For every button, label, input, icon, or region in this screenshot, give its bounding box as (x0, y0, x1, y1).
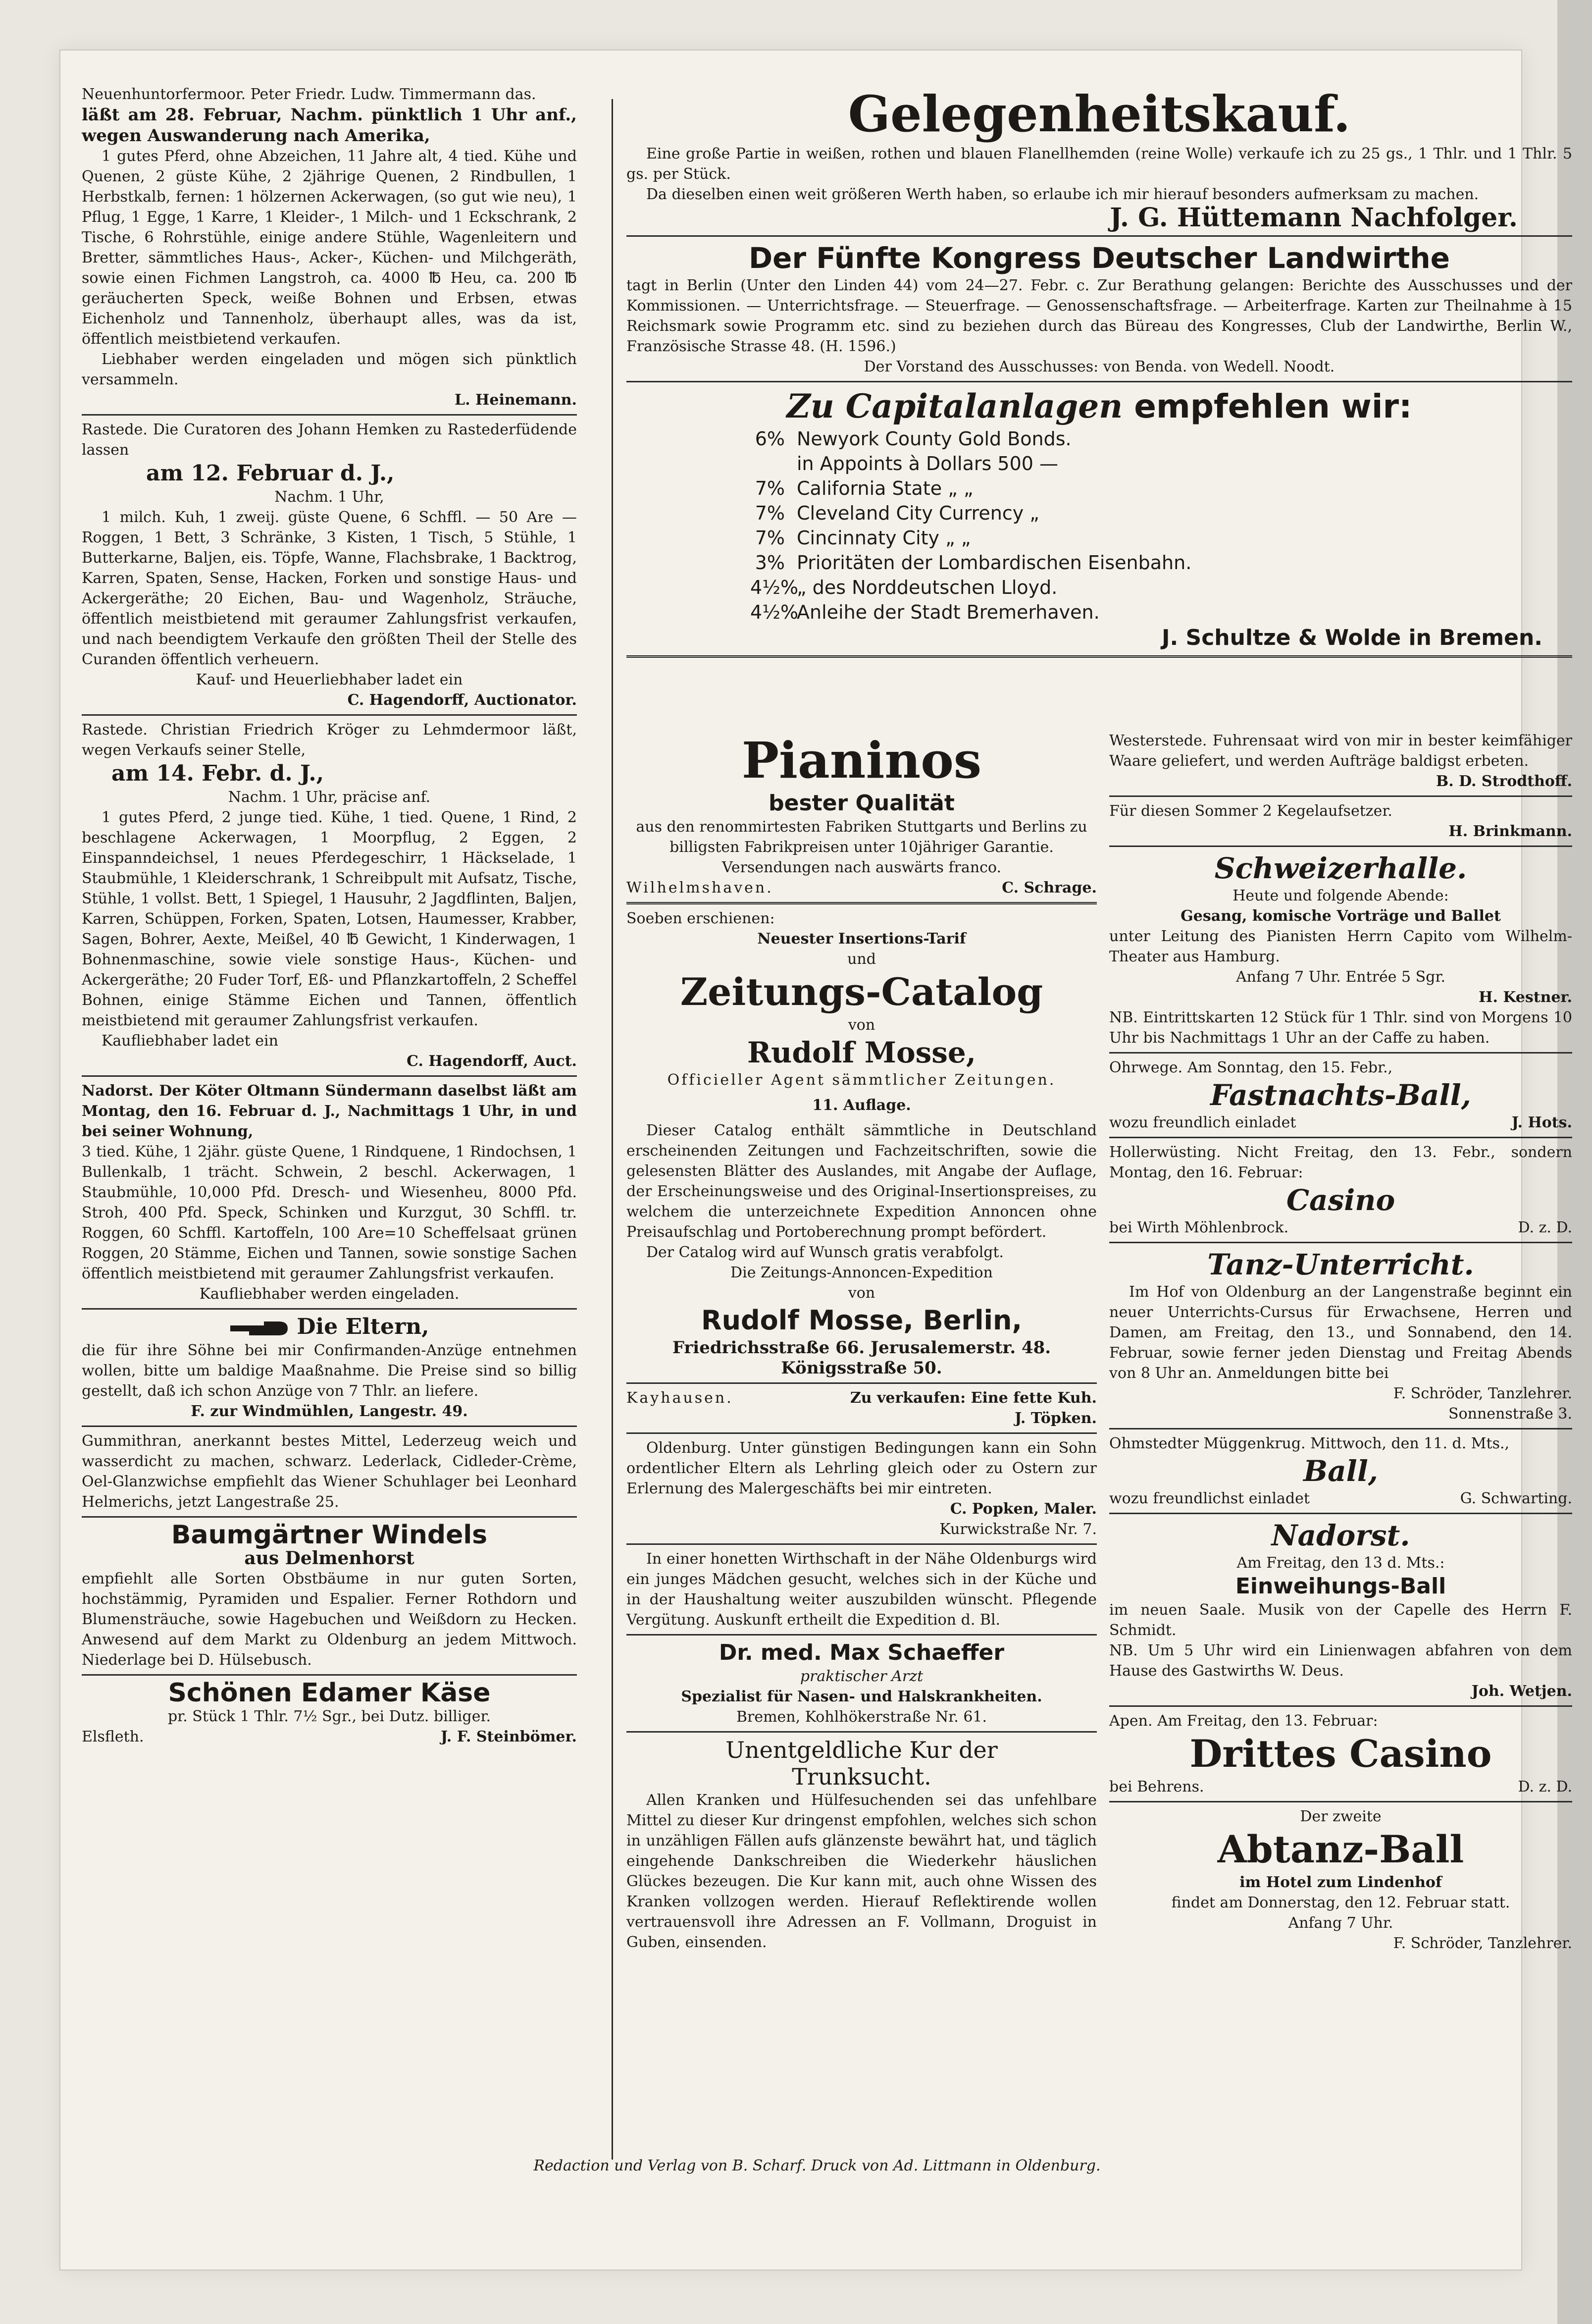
divider (1109, 845, 1572, 847)
divider (626, 655, 1572, 658)
ad-title: Pianinos (741, 731, 982, 790)
ad-kayhausen (626, 1388, 1097, 1428)
ad-invite: Kauf- und Heuerliebhaber ladet ein (196, 671, 463, 688)
ad-head: Ohrwege. Am Sonntag, den 15. Febr., (1109, 1059, 1393, 1076)
ad-signature: H. Brinkmann. (1448, 823, 1572, 840)
divider (82, 414, 577, 416)
ad-signature: J. G. Hüttemann Nachfolger. (1110, 203, 1518, 233)
ad-title-2: Trunksucht. (792, 1763, 931, 1790)
ad-title: Die Eltern, (297, 1314, 429, 1339)
offer-text: Newyork County Gold Bonds. (797, 428, 1072, 450)
ad-capitalanlagen (626, 386, 1572, 651)
ad-big: Rudolf Mosse, Berlin, (701, 1305, 1023, 1336)
ad-signature: F. zur Windmühlen, Langestr. 49. (191, 1403, 468, 1420)
ad-place: Kayhausen. (626, 1389, 733, 1407)
offer-text: Anleihe der Stadt Bremerhaven. (797, 601, 1100, 623)
divider (1109, 1705, 1572, 1707)
ad-von-2: von (848, 1284, 875, 1302)
ad-title: Tanz-Unterricht. (1207, 1248, 1474, 1281)
ad-trunksucht (626, 1737, 1097, 1953)
ad-signature: Joh. Wetjen. (1471, 1683, 1572, 1700)
ad-signature: F. Schröder, Tanzlehrer. (1393, 1385, 1572, 1402)
ad-die-eltern (82, 1314, 577, 1422)
divider (1109, 795, 1572, 797)
top-span (626, 84, 1572, 662)
offer-row (750, 575, 1572, 600)
ad-place: Elsfleth. (82, 1728, 144, 1745)
ad-signature: J. Hots. (1511, 1114, 1572, 1131)
ad-body: Allen Kranken und Hülfesuchenden sei das unfehlbare Mittel zu dieser Kur dringenst empfohlen, welches sich schon in unzähligen Fällen aufs glänzenste bewährt hat, und täglich eingehende Dankschreiben die Wiederkehr häuslichen Glückes bezeugen. Die Kur kann mit, auch ohne Wissen des Kranken vollzogen werden. Hierauf Reflektirende wollen vertrauensvoll ihre Adressen an F. Vollmann, Droguist in Guben, einsenden. (626, 1792, 1097, 1951)
divider (82, 714, 577, 716)
ad-place: Wilhelmshaven. (626, 879, 773, 897)
ad-nb: NB. Eintrittskarten 12 Stück für 1 Thlr. sind von Morgens 10 Uhr bis Nachmittags 1 Uhr an der Caffe zu haben. (1109, 1009, 1572, 1047)
divider (626, 1731, 1097, 1733)
ad-signature: C. Schrage. (1002, 879, 1097, 897)
ad-signature: F. Schröder, Tanzlehrer. (1393, 1935, 1572, 1952)
ad-body: Im Hof von Oldenburg an der Langenstraße beginnt ein neuer Unterrichts-Cursus für Erwachsene, Herren und Damen, am Freitag, den 13., und Sonnabend, den 14. Februar, sowie ferner jeden Dienstag und Freitag Abends von 8 Uhr an. Anmeldungen bitte bei (1109, 1283, 1572, 1382)
divider (82, 1426, 577, 1427)
ad-body: 3 tied. Kühe, 1 2jähr. güste Quene, 1 Rindquene, 1 Rindochsen, 1 Bullenkalb, 1 trächt. Schwein, 2 beschl. Ackerwagen, 1 Staubmühle, 10,000 Pfd. Dresch- und Wiesenheu, 8000 Pfd. Stroh, 400 Pfd. Speck, Schinken und Kurzgut, 30 Schffl. tr. Roggen, 60 Schffl. Kartoffeln, 100 Are=10 Scheffelsaat grünen Roggen, 20 Stämme, Eichen und Tannen, sowie sonstige Sachen öffentlich meistbietend mit geraumer Zahlungsfrist verkaufen. (82, 1143, 577, 1282)
ad-line-2: Gesang, komische Vorträge und Ballet (1181, 907, 1501, 925)
ad-signature: H. Kestner. (1479, 989, 1572, 1006)
ad-signature: L. Heinemann. (455, 391, 577, 409)
ad-body: Für diesen Sommer 2 Kegelaufsetzer. (1109, 802, 1392, 820)
offer-text: California State „ „ (797, 477, 974, 499)
ad-head: Hollerwüsting. Nicht Freitag, den 13. Febr., sondern Montag, den 16. Februar: (1109, 1144, 1572, 1181)
ad-signature: B. D. Strodthoff. (1436, 773, 1572, 790)
ad-signature: D. z. D. (1518, 1219, 1572, 1236)
ad-body: Eine große Partie in weißen, rothen und blauen Flanellhemden (reine Wolle) verkaufe ich zu 25 gs., 1 Thlr. und 1 Thlr. 5 gs. per Stück. (626, 145, 1572, 183)
offer-text: Cincinnaty City „ „ (797, 527, 971, 549)
ad-edamer (82, 1680, 577, 1747)
ad-sub: praktischer Arzt (800, 1668, 924, 1685)
ad-title: Zu Capitalanlagen (786, 387, 1123, 425)
ad-signature: D. z. D. (1518, 1778, 1572, 1796)
ad-drittes-casino (1109, 1711, 1572, 1797)
ad-body: aus den renommirtesten Fabriken Stuttgarts und Berlins zu billigsten Fabrikpreisen unter 10jähriger Garantie. Versendungen nach auswärts franco. (636, 818, 1087, 876)
column-divider (612, 99, 613, 2160)
ad-pre: Der zweite (1300, 1808, 1382, 1825)
divider (1109, 1242, 1572, 1243)
offer-row (750, 526, 1572, 550)
ad-title: Nadorst. (1271, 1519, 1410, 1552)
ad-pre-2: Neuester Insertions-Tarif (757, 930, 966, 948)
offer-rate: 6% (755, 428, 785, 450)
ad-auction-hemken (82, 420, 577, 710)
ad-address: Kurwickstraße Nr. 7. (939, 1521, 1097, 1538)
ad-title: Fastnachts-Ball, (1210, 1078, 1471, 1112)
ad-body: tagt in Berlin (Unter den Linden 44) vom 24—27. Febr. c. Zur Berathung gelangen: Berichte des Ausschusses und der Kommissionen. — Unterrichtsfrage. — Steuerfrage. — Genossenschaftsfrage. — Arbeiterfrage. Karten zur Theilnahme à 15 Reichsmark sowie Programm etc. sind zu beziehen durch das Büreau des Kongresses, Club der Landwirthe, Berlin W., Französische Strasse 48. (H. 1596.) (626, 277, 1572, 355)
offer-row (750, 600, 1572, 625)
ad-body: Gummithran, anerkannt bestes Mittel, Lederzeug weich und wasserdicht zu machen, schwarz. Lederlack, Cidleder-Crème, Oel-Glanzwichse empfiehlt das Wiener Schuhlager bei Leonhard Helmerichs, jetzt Langestraße 25. (82, 1432, 577, 1511)
ad-pianinos (626, 731, 1097, 898)
ad-auction-timmermann (82, 84, 577, 410)
ad-address: Sonnenstraße 3. (1448, 1405, 1572, 1423)
ad-head: Ohmstedter Müggenkrug. Mittwoch, den 11. d. Mts., (1109, 1435, 1510, 1452)
offer-rate: 7% (755, 477, 785, 499)
offer-row (750, 451, 1572, 476)
ad-edition: 11. Auflage. (812, 1097, 911, 1114)
ad-body: Dieser Catalog enthält sämmtliche in Deutschland erscheinenden Zeitungen und Fachzeitschriften, sowie die gelesensten Blätter des Auslandes, mit Angabe der Auflage, der Erscheinungsweise und des Original-Insertionspreises, zu welchem die unterzeichnete Expedition Annoncen ohne Preisaufschlag und Portoberechnung prompt befördert. (626, 1122, 1097, 1241)
ad-kegelaufsetzer (1109, 801, 1572, 842)
ad-head: Am Freitag, den 13 d. Mts.: (1236, 1554, 1445, 1572)
ad-time: Nachm. 1 Uhr, präcise anf. (228, 789, 431, 806)
ad-address: Bremen, Kohlhökerstraße Nr. 61. (736, 1708, 987, 1726)
imprint-footer: Redaction und Verlag von B. Scharf. Druck von Ad. Littmann in Oldenburg. (533, 2157, 1101, 2174)
ad-baumgaertner (82, 1522, 577, 1670)
ad-signature: C. Hagendorff, Auctionator. (347, 691, 577, 709)
ad-schaeffer (626, 1639, 1097, 1727)
ad-date: am 12. Februar d. J., (146, 461, 395, 486)
offer-rate: 3% (755, 552, 785, 574)
offer-text: in Appoints à Dollars 500 — (797, 453, 1059, 475)
ad-signature: J. Schultze & Wolde in Bremen. (1162, 625, 1542, 650)
ad-body: Oldenburg. Unter günstigen Bedingungen kann ein Sohn ordentlicher Eltern als Lehrling gleich oder zu Ostern zur Erlernung des Malergeschäfts bei mir eintreten. (626, 1439, 1097, 1497)
ad-expedition: Die Zeitungs-Annoncen-Expedition (730, 1264, 993, 1281)
ad-title-2: Einweihungs-Ball (1235, 1574, 1446, 1599)
ad-body: findet am Donnerstag, den 12. Februar statt. (1171, 1894, 1510, 1911)
ad-invite: wozu freundlich einladet (1109, 1114, 1296, 1131)
ad-und: und (847, 951, 876, 968)
ad-body: 1 milch. Kuh, 1 zweij. güste Quene, 6 Schffl. — 50 Are — Roggen, 1 Bett, 3 Schränke, 3 Kisten, 1 Tisch, 5 Stühle, 1 Butterkarne, Baljen, eis. Töpfe, Wanne, Flachsbrake, 1 Backtrog, Karren, Spaten, Sense, Hacken, Forken und sonstige Haus- und Ackergeräthe; 20 Eichen, Bau- und Wagenholz, Sträuche, öffentlich meistbietend mit geraumer Zahlungsfrist verkaufen, und nach beendigtem Verkaufe den größten Theil der Stelle des Curanden öffentlich verheuern. (82, 509, 577, 668)
offer-row (750, 501, 1572, 526)
ad-title: Baumgärtner Windels (171, 1520, 488, 1550)
ad-body: unter Leitung des Pianisten Herrn Capito vom Wilhelm-Theater aus Hamburg. (1109, 928, 1572, 965)
divider (626, 1634, 1097, 1636)
ad-foot: bei Wirth Möhlenbrock. (1109, 1219, 1289, 1236)
ad-title-row (82, 1314, 577, 1340)
ad-body: In einer honetten Wirthschaft in der Nähe Oldenburgs wird ein junges Mädchen gesucht, welches sich in der Küche und in der Haushaltung weiter auszubilden wünscht. Pflegende Vergütung. Auskunft ertheilt die Expedition d. Bl. (626, 1550, 1097, 1629)
ad-name: Rudolf Mosse, (747, 1036, 976, 1069)
ad-title: Abtanz-Ball (1217, 1827, 1464, 1871)
offer-rate: 4½% (750, 577, 799, 598)
ad-auction-kroeger (82, 720, 577, 1071)
offer-text: Cleveland City Currency „ (797, 502, 1039, 524)
ad-title: Unentgeldliche Kur der (725, 1737, 998, 1763)
ad-signature: Der Vorstand des Ausschusses: von Benda. von Wedell. Noodt. (864, 358, 1335, 375)
ad-text: Zu verkaufen: Eine fette Kuh. (850, 1389, 1097, 1407)
divider (82, 1516, 577, 1518)
divider (1109, 1801, 1572, 1802)
divider (626, 1382, 1097, 1384)
ad-sub: im Hotel zum Lindenhof (1239, 1874, 1442, 1891)
middle-column (626, 731, 1097, 2200)
ad-title: Drittes Casino (1189, 1732, 1492, 1776)
ad-kongress (626, 241, 1572, 377)
ad-casino-hollerwuesting (1109, 1142, 1572, 1238)
offer-text: Prioritäten der Lombardischen Eisenbahn. (797, 552, 1192, 574)
ad-signature: J. F. Steinbömer. (440, 1728, 577, 1745)
ad-body: 1 gutes Pferd, 2 junge tied. Kühe, 1 tied. Quene, 1 Rind, 2 beschlagene Ackerwagen, 1 Moorpflug, 2 Eggen, 2 Einspanndeichsel, 1 neues Pferdegeschirr, 1 Häckselade, 1 Staubmühle, 1 Kleiderschrank, 1 Schreibpult mit Aufsatz, Tische, Stühle, 1 vollst. Bett, 1 Spiegel, 1 Hausuhr, 2 Jagdflinten, Baljen, Karren, Schüppen, Forken, Spaten, Lotsen, Haumesser, Krabber, Sagen, Bohrer, Aexte, Meißel, 40 ℔ Gewicht, 1 Kinderwagen, 1 Bohnenmaschine, sowie viele sonstige Haus-, Küchen- und Ackergeräthe; 20 Fuder Torf, Eß- und Pflanzkartoffeln, 2 Scheffel Bohnen, einige Stämme Eichen und Tannen, öffentlich meistbietend mit geraumer Zahlungsfrist verkaufen. (82, 809, 577, 1029)
ad-signature: J. Töpken. (1015, 1410, 1097, 1427)
ad-line-1: Heute und folgende Abende: (1233, 887, 1449, 904)
ad-head: Neuenhuntorfermoor. Peter Friedr. Ludw. Timmermann das. (82, 86, 536, 103)
divider (1109, 1052, 1572, 1054)
ad-title: Zeitungs-Catalog (680, 970, 1043, 1014)
ad-start: Anfang 7 Uhr. Entrée 5 Sgr. (1235, 968, 1445, 986)
ad-ball-muggenkrug (1109, 1433, 1572, 1509)
divider (626, 1543, 1097, 1545)
ad-head: Nadorst. Der Köter Oltmann Sündermann daselbst läßt am Montag, den 16. Februar d. J., Nachmittags 1 Uhr, in und bei seiner Wohnung, (82, 1082, 577, 1140)
ad-body: Westerstede. Fuhrensaat wird von mir in bester keimfähiger Waare geliefert, und werden Aufträge baldigst erbeten. (1109, 732, 1572, 770)
offer-text: „ des Norddeutschen Lloyd. (797, 577, 1058, 598)
offer-row (750, 550, 1572, 575)
ad-subtitle: aus Delmenhorst (244, 1548, 414, 1569)
divider (626, 381, 1572, 382)
ad-date: am 14. Febr. d. J., (111, 761, 324, 786)
divider (1109, 1513, 1572, 1514)
ad-title: Gelegenheitskauf. (848, 85, 1351, 143)
ad-einweihungs-ball (1109, 1518, 1572, 1701)
ad-gummithran (82, 1431, 577, 1512)
ad-von: von (848, 1016, 875, 1034)
ad-invite: Kaufliebhaber werden eingeladen. (199, 1285, 460, 1303)
ad-agent: Officieller Agent sämmtlicher Zeitungen. (667, 1071, 1056, 1089)
ad-title-2: empfehlen wir: (1134, 387, 1412, 425)
ad-foot: bei Behrens. (1109, 1778, 1204, 1796)
divider (626, 235, 1572, 237)
ad-head: Rastede. Christian Friedrich Kröger zu Lehmdermoor läßt, wegen Verkaufs seiner Stelle, (82, 721, 577, 759)
ad-signature: G. Schwarting. (1460, 1490, 1572, 1507)
ad-body: die für ihre Söhne bei mir Confirmanden-Anzüge entnehmen wollen, bitte um baldige Maaßnahme. Die Preise sind so billig gestellt, daß ich schon Anzüge von 7 Thlr. an liefere. (82, 1342, 577, 1400)
ad-gelegenheitskauf (626, 84, 1572, 231)
ad-start: Anfang 7 Uhr. (1288, 1914, 1393, 1932)
divider (82, 1075, 577, 1077)
ad-address: Friedrichsstraße 66. Jerusalemerstr. 48. Königsstraße 50. (672, 1338, 1051, 1378)
ad-invite: Liebhaber werden eingeladen und mögen sich pünktlich versammeln. (82, 351, 577, 388)
ad-lead: läßt am 28. Februar, Nachm. pünktlich 1 Uhr anf., wegen Auswanderung nach Amerika, (82, 105, 577, 146)
ad-signature: C. Hagendorff, Auct. (407, 1053, 577, 1070)
divider (626, 902, 1097, 904)
ad-title: Schönen Edamer Käse (168, 1678, 491, 1708)
ad-subtitle: bester Qualität (769, 791, 955, 816)
divider (82, 1308, 577, 1310)
ad-title: Dr. med. Max Schaeffer (719, 1640, 1005, 1665)
ad-body: im neuen Saale. Musik von der Capelle des Herrn F. Schmidt. (1109, 1601, 1572, 1639)
ad-lehrling (626, 1438, 1097, 1539)
ad-zeitungs-catalog (626, 908, 1097, 1378)
ad-head: Rastede. Die Curatoren des Johann Hemken zu Rastederfüdende lassen (82, 421, 577, 459)
ad-maedchen (626, 1549, 1097, 1630)
ad-abtanz-ball (1109, 1806, 1572, 1954)
ad-invite: wozu freundlichst einladet (1109, 1490, 1310, 1507)
ad-fuhrensaat (1109, 731, 1572, 792)
ad-schweizerhalle (1109, 851, 1572, 1048)
divider (626, 1432, 1097, 1434)
ad-fastnachts-ball (1109, 1057, 1572, 1133)
ad-title: Der Fünfte Kongress Deutscher Landwirthe (749, 241, 1450, 275)
offer-rate: 7% (755, 502, 785, 524)
ad-auction-suendermann (82, 1081, 577, 1304)
pointing-hand-icon (229, 1319, 289, 1338)
ad-pre: Soeben erschienen: (626, 910, 775, 927)
offer-row (750, 476, 1572, 501)
divider (1109, 1428, 1572, 1429)
ad-body: 1 gutes Pferd, ohne Abzeichen, 11 Jahre alt, 4 tied. Kühe und Quenen, 2 güste Kühe, 2 2jährige Quenen, 2 Rindbullen, 1 Herbstkalb, fernen: 1 hölzernen Ackerwagen, (so gut wie neu), 1 Pflug, 1 Egge, 1 Karre, 1 Kleider-, 1 Milch- und 1 Eckschrank, 2 Tische, 6 Rohrstühle, einige andere Stühle, Wagenleitern und Bretter, sämmtliches Haus-, Acker-, Küchen- und Milchgeräth, sowie einen Fichmen Langstroh, ca. 4000 ℔ Heu, ca. 200 ℔ geräucherten Speck, weiße Bohnen und Erbsen, etwas Eichenholz und Tannenholz, überhaupt alles, was da ist, öffentlich meistbietend verkaufen. (82, 148, 577, 348)
ad-body-2: Da dieselben einen weit größeren Werth haben, so erlaube ich mir hierauf besonders aufmerksam zu machen. (646, 186, 1479, 203)
ad-head: Apen. Am Freitag, den 13. Februar: (1109, 1712, 1378, 1730)
offer-row (750, 426, 1572, 451)
left-column (82, 84, 577, 2200)
ad-nb: NB. Um 5 Uhr wird ein Linienwagen abfahren von dem Hause des Gastwirths W. Deus. (1109, 1642, 1572, 1680)
divider (82, 1674, 577, 1676)
ad-invite: Kaufliebhaber ladet ein (102, 1032, 278, 1050)
ad-tanz-unterricht (1109, 1247, 1572, 1424)
ad-body-2: Der Catalog wird auf Wunsch gratis verabfolgt. (646, 1244, 1004, 1261)
offer-rate: 7% (755, 527, 785, 549)
ad-spec: Spezialist für Nasen- und Halskrankheiten. (681, 1688, 1042, 1705)
ad-signature: C. Popken, Maler. (950, 1500, 1097, 1518)
ad-time: Nachm. 1 Uhr, (274, 488, 384, 506)
ad-body: empfiehlt alle Sorten Obstbäume in nur guten Sorten, hochstämmig, Pyramiden und Espalier. Ferner Rothdorn und Blumensträuche, sowie Hagebuchen und Weißdorn zu Hecken. Anwesend auf dem Markt zu Oldenburg an jedem Mittwoch. Niederlage bei D. Hülsebusch. (82, 1570, 577, 1669)
right-column (1109, 731, 1572, 2200)
ad-title: Ball, (1303, 1454, 1378, 1488)
ad-title: Casino (1286, 1183, 1395, 1217)
ad-title: Schweizerhalle. (1214, 851, 1467, 885)
ad-body: pr. Stück 1 Thlr. 7½ Sgr., bei Dutz. billiger. (167, 1708, 491, 1725)
divider (1109, 1137, 1572, 1138)
offer-rate: 4½% (750, 601, 799, 623)
